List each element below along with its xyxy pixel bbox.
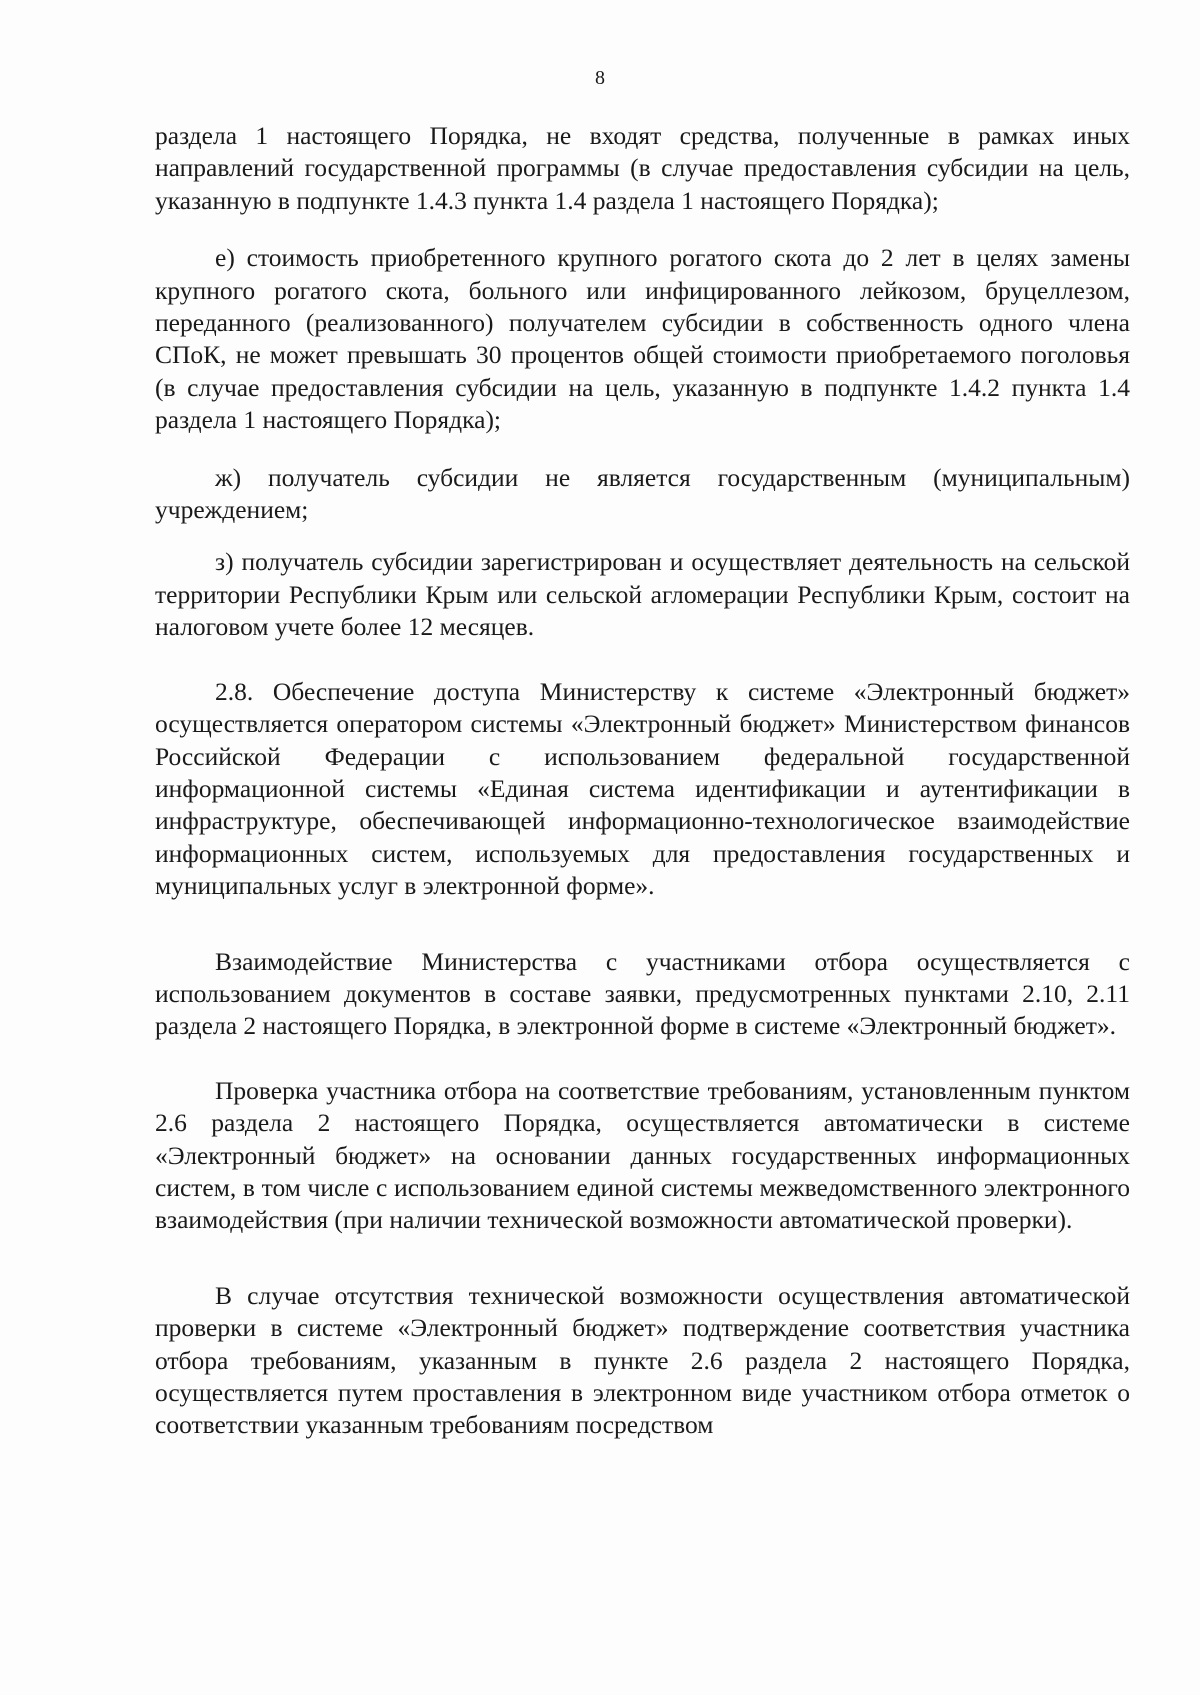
paragraph-continuation: раздела 1 настоящего Порядка, не входят средства, полученные в рамках иных направлений государственной программы (в случае предоставления субсидии на цель, указанную в подпункте 1.4.3 пункта 1.4 раздела 1 настоящего Порядка);	[155, 121, 1130, 215]
paragraph-item-z: з) получатель субсидии зарегистрирован и осуществляет деятельность на сельской территории Республики Крым или сельской агломерации Республики Крым, состоит на налоговом учете более 12 месяцев.	[155, 547, 1130, 642]
paragraph-interaction: Взаимодействие Министерства с участниками отбора осуществляется с использованием документов в составе заявки, предусмотренных пунктами 2.10, 2.11 раздела 2 настоящего Порядка, в электронной форме в системе «Электронный бюджет».	[155, 946, 1130, 1041]
document-body	[155, 120, 1130, 1442]
paragraph-verification: Проверка участника отбора на соответствие требованиям, установленным пунктом 2.6 раздела 2 настоящего Порядка, осуществляется автоматически в системе «Электронный бюджет» на основании данных государственных информационных систем, в том числе с использованием единой системы межведомственного электронного взаимодействия (при наличии технической возможности автоматической проверки).	[155, 1075, 1130, 1235]
paragraph-2-8: 2.8. Обеспечение доступа Министерству к системе «Электронный бюджет» осуществляется оператором системы «Электронный бюджет» Министерством финансов Российской Федерации с использованием федеральной государственной информационной системы «Единая система идентификации и аутентификации в инфраструктуре, обеспечивающей информационно-технологическое взаимодействие информационных систем, используемых для предоставления государственных и муниципальных услуг в электронной форме».	[155, 676, 1130, 901]
paragraph-item-zh: ж) получатель субсидии не является государственным (муниципальным) учреждением;	[155, 462, 1130, 525]
paragraph-no-technical-possibility: В случае отсутствия технической возможности осуществления автоматической проверки в системе «Электронный бюджет» подтверждение соответствия участника отбора требованиям, указанным в пункте 2.6 раздела 2 настоящего Порядка, осуществляется путем проставления в электронном виде участником отбора отметок о соответствии указанным требованиям посредством	[155, 1280, 1130, 1440]
page-number: 8	[595, 67, 605, 89]
paragraph-item-e: е) стоимость приобретенного крупного рогатого скота до 2 лет в целях замены крупного рогатого скота, больного или инфицированного лейкозом, бруцеллезом, переданного (реализованного) получателем субсидии в собственность одного члена СПоК, не может превышать 30 процентов общей стоимости приобретаемого поголовья (в случае предоставления субсидии на цель, указанную в подпункте 1.4.2 пункта 1.4 раздела 1 настоящего Порядка);	[155, 243, 1130, 435]
